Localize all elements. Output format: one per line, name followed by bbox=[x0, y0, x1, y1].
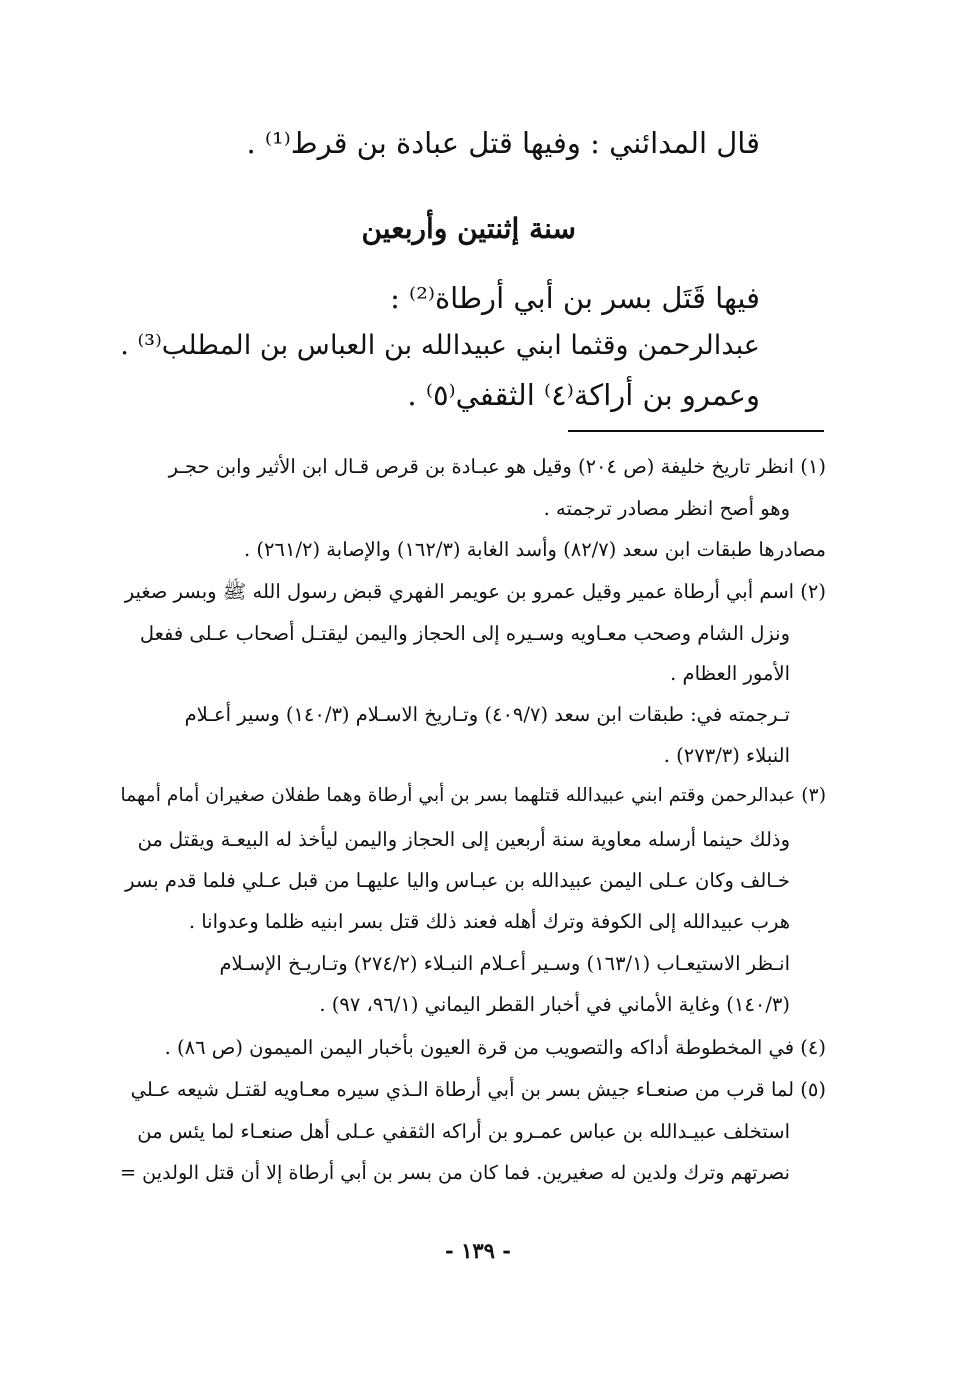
footnote-3-line: (١٤٠/٣) وغاية الأماني في أخبار القطر اليماني (٩٦/١، ٩٧) . bbox=[319, 993, 790, 1016]
footnote-2-line: النبلاء (٢٧٣/٣) . bbox=[663, 744, 790, 767]
body-line: فيها قَتَل بسر بن أبي أرطاة⁽²⁾ : bbox=[390, 281, 760, 315]
footnote-1-line: وهو أصح انظر مصادر ترجمته . bbox=[543, 497, 790, 520]
footnote-separator bbox=[568, 430, 824, 432]
footnote-5-line: (٥) لما قرب من صنعـاء جيش بسر بن أبي أرطاة الـذي سيره معـاويه لقتـل شيعه عـلي bbox=[130, 1078, 826, 1101]
footnote-3-line: (٣) عبدالرحمن وقتم ابني عبيدالله قتلهما بسر بن أبي أرطاة وهما طفلان صغيران أمام أمهما bbox=[120, 785, 826, 806]
footnote-5-line: استخلف عبيـدالله بن عباس عمـرو بن أراكه الثقفي عـلى أهل صنعـاء لما يئس من bbox=[137, 1120, 790, 1143]
section-heading: سنة إثنتين وأربعين bbox=[361, 212, 576, 245]
body-line: وعمرو بن أراكة⁽٤⁾ الثقفي⁽٥⁾ . bbox=[407, 378, 760, 412]
footnote-3-line: هرب عبيدالله إلى الكوفة وترك أهله فعند ذلك قتل بسر ابنيه ظلما وعدوانا . bbox=[188, 910, 790, 933]
opening-line: قال المدائني : وفيها قتل عبادة بن قرط⁽¹⁾ . bbox=[246, 126, 760, 160]
footnote-1-line: مصادرها طبقات ابن سعد (٨٢/٧) وأسد الغابة (١٦٢/٣) والإصابة (٢٦١/٢) . bbox=[244, 538, 826, 561]
footnote-2-line: (٢) اسم أبي أرطاة عمير وقيل عمرو بن عويمر الفهري قبض رسول الله ﷺ وبسر صغير bbox=[124, 580, 826, 603]
footnote-2-line: الأمور العظام . bbox=[670, 662, 790, 685]
footnote-5-line: نصرتهم وترك ولدين له صغيرين. فما كان من بسر بن أبي أرطاة إلا أن قتل الولدين = bbox=[120, 1161, 790, 1184]
page-number: - ١٣٩ - bbox=[445, 1238, 511, 1263]
footnote-2-line: ونزل الشام وصحب معـاويه وسـيره إلى الحجاز واليمن ليقتـل أصحاب عـلى ففعل bbox=[139, 622, 790, 645]
footnote-4-line: (٤) في المخطوطة أداكه والتصويب من قرة العيون بأخبار اليمن الميمون (ص ٨٦) . bbox=[164, 1036, 826, 1059]
footnote-1-line: (١) انظر تاريخ خليفة (ص ٢٠٤) وقيل هو عبـادة بن قرص قـال ابن الأثير وابن حجـر bbox=[168, 455, 826, 478]
footnote-3-line: وذلك حينما أرسله معاوية سنة أربعين إلى الحجاز واليمن ليأخذ له البيعـة ويقتل من bbox=[137, 828, 790, 851]
body-line: عبدالرحمن وقثما ابني عبيدالله بن العباس بن المطلب⁽³⁾ . bbox=[120, 330, 760, 361]
footnote-2-line: تـرجمته في: طبقات ابن سعد (٤٠٩/٧) وتـاريخ الاسـلام (١٤٠/٣) وسير أعـلام bbox=[184, 703, 790, 726]
footnote-3-line: خـالف وكان عـلى اليمن عبيدالله بن عبـاس واليا عليهـا من قبل عـلي فلما قدم بسر bbox=[125, 869, 790, 892]
footnote-3-line: انـظر الاستيعـاب (١٦٣/١) وسـير أعـلام النبـلاء (٢٧٤/٢) وتـاريـخ الإسـلام bbox=[219, 952, 790, 975]
